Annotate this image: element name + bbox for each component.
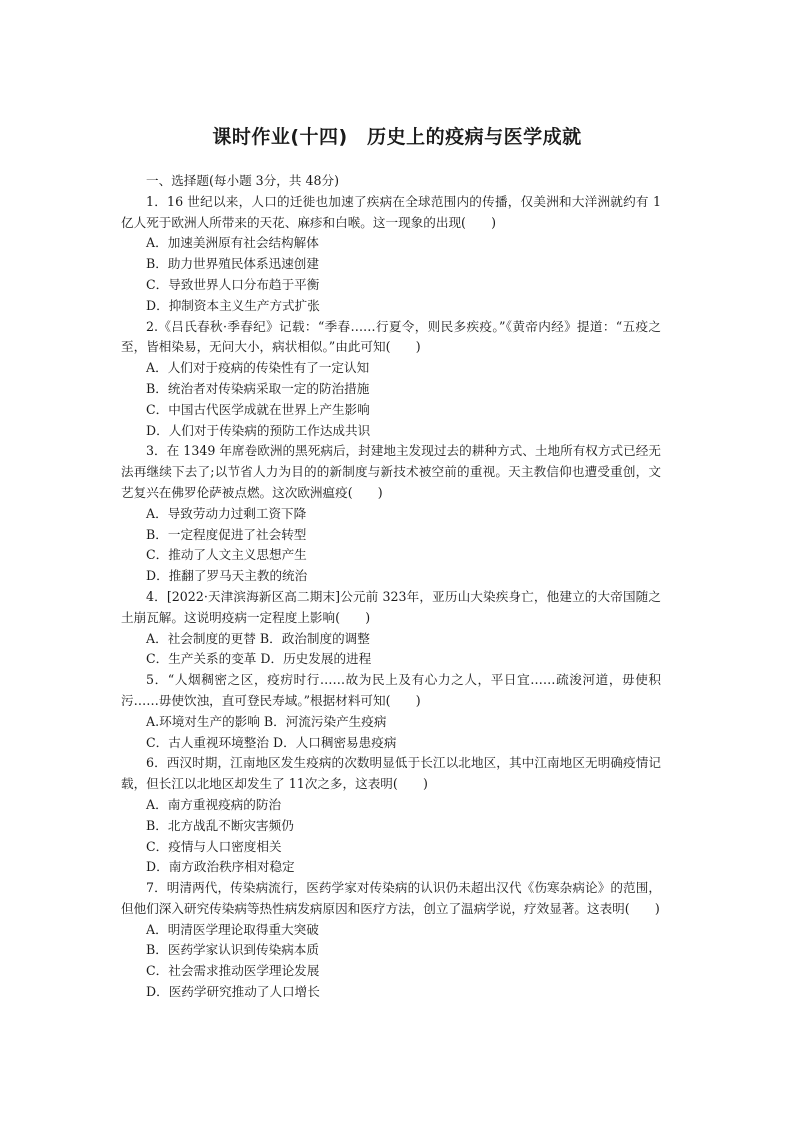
option-d: D．抑制资本主义生产方式扩张 <box>146 297 320 313</box>
question <box>121 192 661 317</box>
option-d: D．推翻了罗马天主教的统治 <box>146 568 308 584</box>
option-b: B．一定程度促进了社会转型 <box>146 526 307 542</box>
question-stem: 7．明清两代，传染病流行，医药学家对传染病的认识仍未超出汉代《伤寒杂病论》的范围，但他们深入研究传染病等热性病发病原因和医疗方法，创立了温病学说，疗效显著。这表明( ) <box>121 880 661 916</box>
option-b: B．统治者对传染病采取一定的防治措施 <box>146 380 370 396</box>
option-c: C．疫情与人口密度相关 <box>146 838 282 854</box>
question <box>121 878 661 1003</box>
question <box>121 317 661 442</box>
question-list <box>121 171 661 1003</box>
question <box>121 753 661 878</box>
option-b: B．北方战乱不断灾害频仍 <box>146 817 294 833</box>
option-c: C．导致世界人口分布趋于平衡 <box>146 276 320 292</box>
question <box>121 587 661 670</box>
option-c: C．社会需求推动医学理论发展 <box>146 963 320 979</box>
option-ab: A．社会制度的更替 B．政治制度的调整 <box>146 630 370 646</box>
section-heading: 一、选择题(每小题 3分，共 48分) <box>146 173 339 188</box>
question-stem: 4．[2022·天津滨海新区高二期末]公元前 323年，亚历山大染疾身亡，他建立的大帝国随之土崩瓦解。这说明疫病一定程度上影响( ) <box>121 588 661 625</box>
question-stem: 1．16 世纪以来，人口的迁徙也加速了疾病在全球范围内的传播，仅美洲和大洋洲就约有 1 亿人死于欧洲人所带来的天花、麻疹和白喉。这一现象的出现( ) <box>121 193 661 230</box>
question-stem: 2.《吕氏春秋·季春纪》记载：“季春……行夏令，则民多疾疫。”《黄帝内经》提道：“五疫之至，皆相染易，无问大小，病状相似。”由此可知( ) <box>121 318 661 355</box>
option-d: D．人们对于传染病的预防工作达成共识 <box>146 422 371 438</box>
question <box>121 670 661 753</box>
question-stem: 3．在 1349 年席卷欧洲的黑死病后，封建地主发现过去的耕种方式、土地所有权方式已经无法再继续下去了;以节省人力为目的的新制度与新技术被空前的重视。天主教信仰也遭受重创，文艺复兴在佛罗伦萨被点燃。这次欧洲瘟疫( ) <box>121 443 661 500</box>
option-ab: A.环境对生产的影响 B．河流污染产生疫病 <box>146 713 387 729</box>
question-stem: 6．西汉时期，江南地区发生疫病的次数明显低于长江以北地区，其中江南地区无明确疫情记载，但长江以北地区却发生了 11次之多，这表明( ) <box>121 755 661 792</box>
page-title: 课时作业(十四) 历史上的疫病与医学成就 <box>212 126 582 148</box>
question-stem: 5．“人烟稠密之区，疫疠时行……故为民上及有心力之人，平日宜……疏浚河道，毋使积污……毋使饮浊，直可登民寿域。”根据材料可知( ) <box>121 672 661 708</box>
option-b: B．医药学家认识到传染病本质 <box>146 942 319 958</box>
option-a: A．加速美洲原有社会结构解体 <box>146 235 319 251</box>
option-a: A．人们对于疫病的传染性有了一定认知 <box>146 360 370 376</box>
option-c: C．推动了人文主义思想产生 <box>146 547 307 563</box>
option-b: B．助力世界殖民体系迅速创建 <box>146 256 319 272</box>
option-a: A．导致劳动力过剩工资下降 <box>146 505 307 521</box>
option-d: D．南方政治秩序相对稳定 <box>146 859 295 875</box>
question <box>121 441 661 587</box>
option-c: C．中国古代医学成就在世界上产生影响 <box>146 401 370 417</box>
option-cd: C．古人重视环境整治 D．人口稠密易患疫病 <box>146 734 397 750</box>
option-d: D．医药学研究推动了人口增长 <box>146 984 320 1000</box>
option-a: A．明清医学理论取得重大突破 <box>146 921 319 937</box>
option-cd: C．生产关系的变革 D．历史发展的进程 <box>146 651 372 667</box>
option-a: A．南方重视疫病的防治 <box>146 796 282 812</box>
